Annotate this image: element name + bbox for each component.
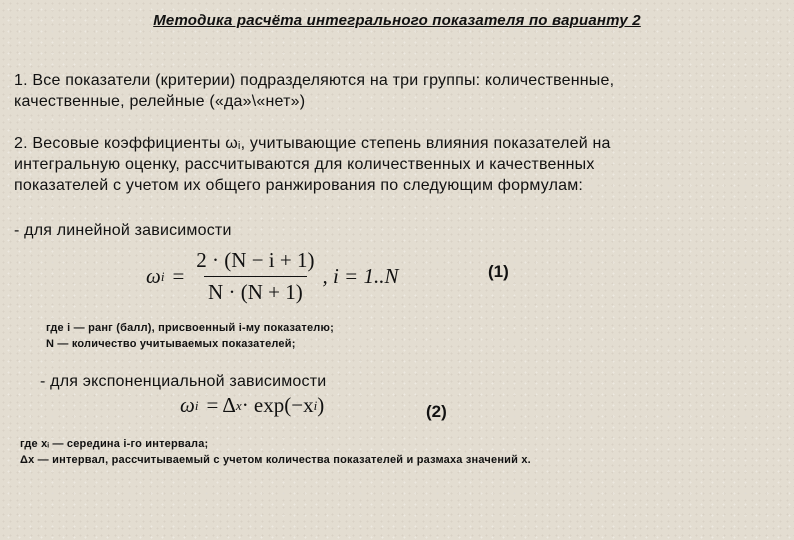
formula-exp-delta-sub: x <box>235 397 242 413</box>
formula-linear-eq: = <box>172 264 185 288</box>
paragraph-weights-line-2: интегральную оценку, рассчитываются для количественных и качественных <box>14 156 595 173</box>
formula-exp-lhs-sub: i <box>194 397 199 413</box>
paragraph-groups-line-1: 1. Все показатели (критерии) подразделяются на три группы: количественные, <box>14 72 615 89</box>
formula-linear-range: , i = 1..N <box>322 264 399 288</box>
formula-linear-lhs: ω <box>146 264 161 288</box>
formula-exp-body-sub: i <box>313 397 318 413</box>
note-linear <box>46 320 334 352</box>
formula-linear-number: (1) <box>488 262 509 281</box>
note-exponential-line-1: где xᵢ — середина i-го интервала; <box>20 438 209 450</box>
formula-exp-close: ) <box>317 393 325 417</box>
formula-exp-lhs: ω <box>180 393 195 417</box>
formula-exponential-number: (2) <box>426 402 447 421</box>
slide-title: Методика расчёта интегрального показателя по варианту 2 <box>153 12 641 29</box>
note-linear-line-1: где i — ранг (балл), присвоенный i-му показателю; <box>46 322 334 334</box>
formula-linear <box>146 248 398 305</box>
note-linear-line-2: N — количество учитываемых показателей; <box>46 338 296 350</box>
paragraph-groups <box>14 70 614 112</box>
exponential-dependence-heading: - для экспоненциальной зависимости <box>40 373 327 390</box>
paragraph-weights-line-3: показателей с учетом их общего ранжирования по следующим формулам: <box>14 177 584 194</box>
formula-exp-body: · exp(−x <box>241 393 314 417</box>
formula-linear-denominator: N · (N + 1) <box>204 276 307 305</box>
formula-exp-delta: = Δ <box>206 393 236 417</box>
paragraph-groups-line-2: качественные, релейные («да»\«нет») <box>14 93 306 110</box>
formula-linear-lhs-sub: i <box>160 268 165 284</box>
note-exponential-line-2: Δx — интервал, рассчитываемый с учетом количества показателей и размаха значений x. <box>20 454 531 466</box>
paragraph-weights-line-1: 2. Весовые коэффициенты ωᵢ, учитывающие степень влияния показателей на <box>14 135 611 152</box>
linear-dependence-heading: - для линейной зависимости <box>14 222 232 239</box>
formula-linear-numerator: 2 · (N − i + 1) <box>196 248 315 272</box>
note-exponential <box>20 436 531 468</box>
formula-linear-fraction <box>192 248 318 305</box>
paragraph-weights <box>14 133 611 196</box>
formula-exponential <box>180 393 324 418</box>
